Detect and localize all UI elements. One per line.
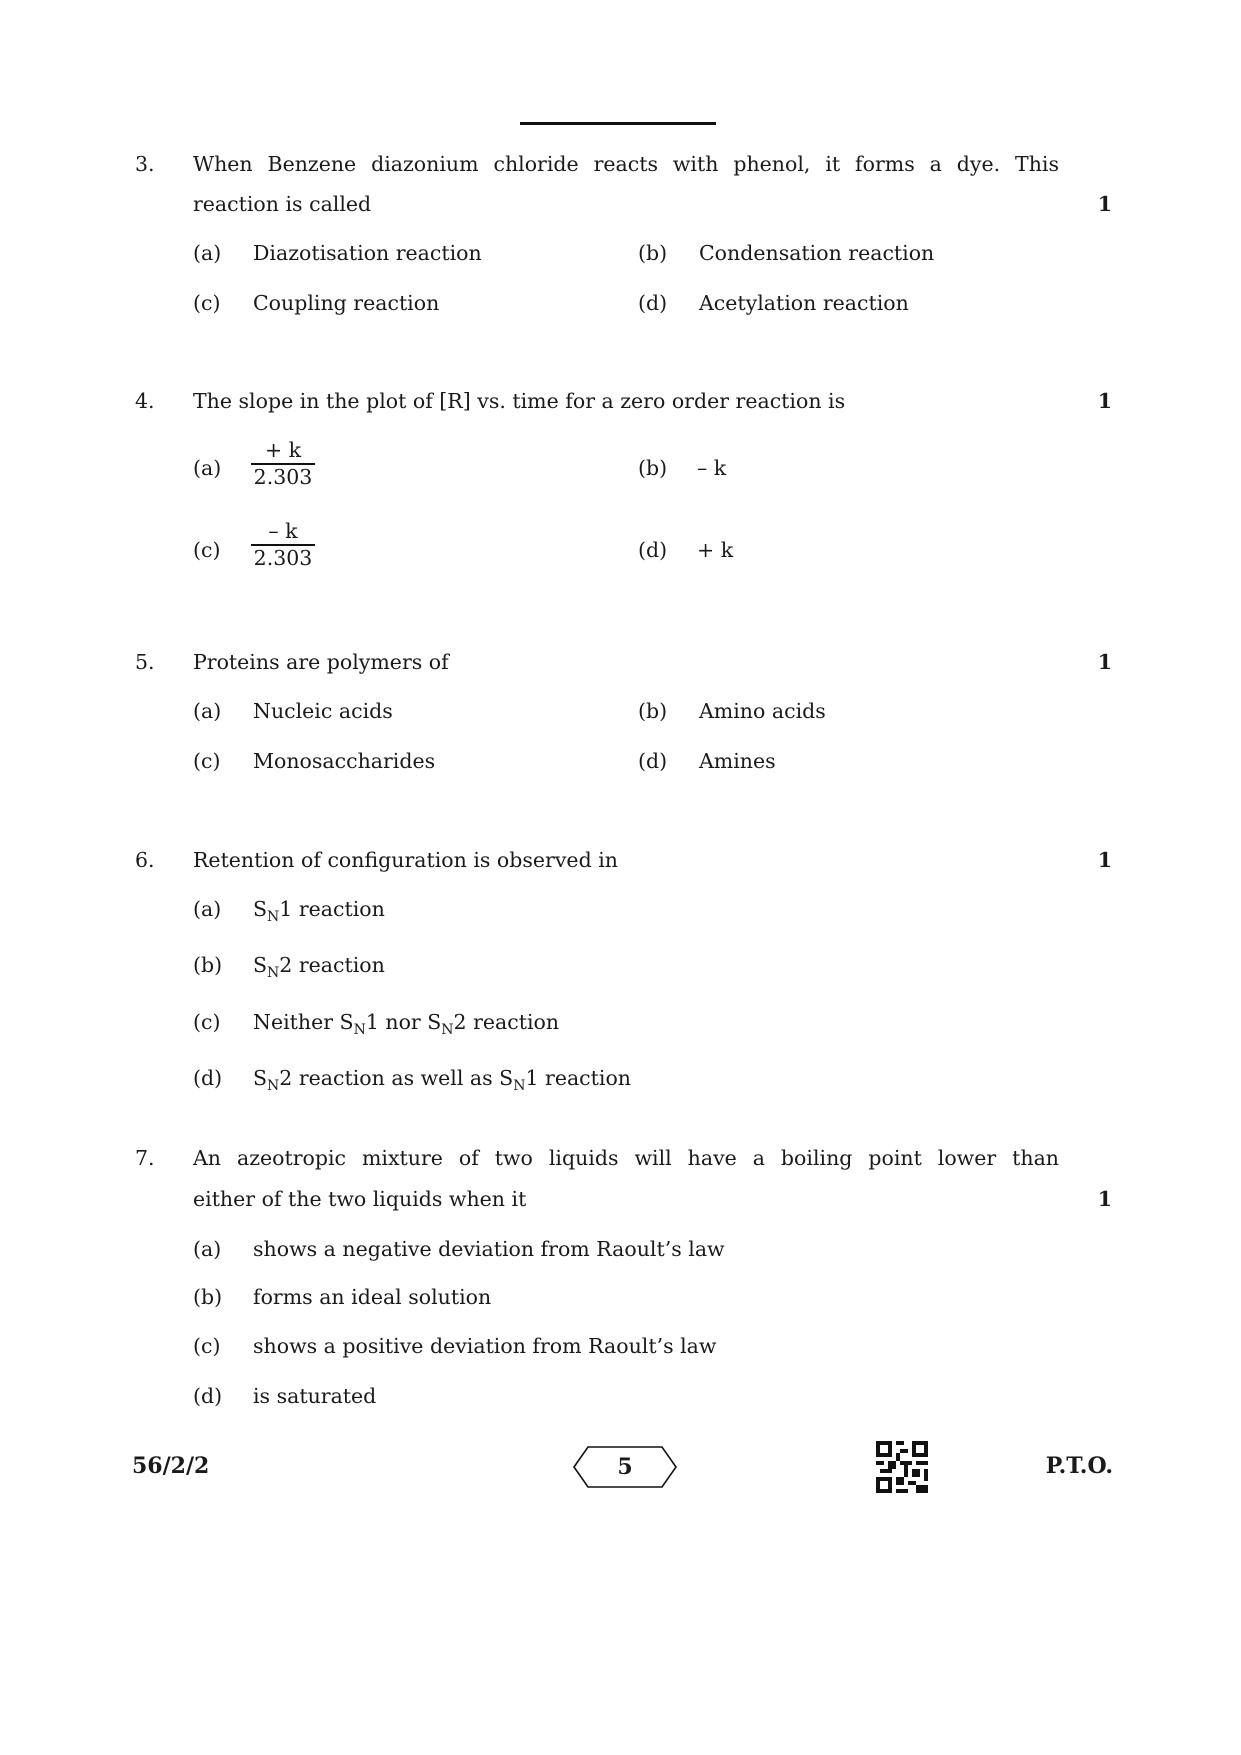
option-text: shows a negative deviation from Raoult’s law xyxy=(253,1237,725,1261)
option-label: (a) xyxy=(193,699,222,723)
page-number: 5 xyxy=(617,1454,633,1480)
qr-code-icon xyxy=(876,1441,928,1493)
option-text: Monosaccharides xyxy=(253,749,436,773)
option-label: (c) xyxy=(193,538,221,562)
option-text: Diazotisation reaction xyxy=(253,241,482,265)
option-text: + k xyxy=(697,538,734,562)
question-text: reaction is called xyxy=(193,192,372,216)
option-text: $S_N2$ reaction xyxy=(253,953,385,981)
question-text: The slope in the plot of [R] vs. time for a zero order reaction is xyxy=(193,389,846,413)
please-turn-over: P.T.O. xyxy=(1045,1453,1113,1479)
option-label: (d) xyxy=(193,1384,223,1408)
fraction xyxy=(251,519,315,570)
option-text: Amino acids xyxy=(699,699,826,723)
option-text: – k xyxy=(697,456,727,480)
question-text: When Benzene diazonium chloride reacts with phenol, it forms a dye. This xyxy=(193,152,1059,176)
option-label: (a) xyxy=(193,456,222,480)
question-text: either of the two liquids when it xyxy=(193,1187,527,1211)
option-label: (c) xyxy=(193,291,221,315)
question-number: 7. xyxy=(135,1146,155,1170)
option-label: (c) xyxy=(193,1334,221,1358)
numerator: – k xyxy=(251,519,315,546)
option-label: (a) xyxy=(193,897,222,921)
option-text: Acetylation reaction xyxy=(699,291,909,315)
option-label: (b) xyxy=(638,241,668,265)
marks: 1 xyxy=(1097,192,1112,216)
paper-code: 56/2/2 xyxy=(132,1453,210,1479)
option-text: $S_N2$ reaction as well as $S_N1$ reaction xyxy=(253,1066,632,1094)
option-text: shows a positive deviation from Raoult’s law xyxy=(253,1334,717,1358)
option-text: forms an ideal solution xyxy=(253,1285,492,1309)
denominator: 2.303 xyxy=(253,546,313,570)
option-label: (d) xyxy=(638,291,668,315)
option-label: (a) xyxy=(193,1237,222,1261)
option-label: (b) xyxy=(638,699,668,723)
option-label: (c) xyxy=(193,1010,221,1034)
option-text: is saturated xyxy=(253,1384,377,1408)
question-number: 3. xyxy=(135,152,155,176)
top-rule xyxy=(520,122,716,125)
option-label: (b) xyxy=(193,1285,223,1309)
denominator: 2.303 xyxy=(253,465,313,489)
option-label: (c) xyxy=(193,749,221,773)
marks: 1 xyxy=(1097,389,1112,413)
question-number: 6. xyxy=(135,848,155,872)
option-text: $S_N1$ reaction xyxy=(253,897,385,925)
option-text: Neither $S_N1$ nor $S_N2$ reaction xyxy=(253,1010,560,1038)
numerator: + k xyxy=(251,438,315,465)
fraction xyxy=(251,438,315,489)
option-text: Condensation reaction xyxy=(699,241,935,265)
question-text: An azeotropic mixture of two liquids will have a boiling point lower than xyxy=(193,1146,1059,1170)
option-text: Amines xyxy=(699,749,776,773)
option-label: (d) xyxy=(193,1066,223,1090)
marks: 1 xyxy=(1097,848,1112,872)
marks: 1 xyxy=(1097,1187,1112,1211)
option-label: (b) xyxy=(638,456,668,480)
question-text: Proteins are polymers of xyxy=(193,650,449,674)
marks: 1 xyxy=(1097,650,1112,674)
option-label: (a) xyxy=(193,241,222,265)
question-number: 5. xyxy=(135,650,155,674)
option-label: (b) xyxy=(193,953,223,977)
option-text: Nucleic acids xyxy=(253,699,393,723)
question-text: Retention of configuration is observed in xyxy=(193,848,618,872)
option-text: Coupling reaction xyxy=(253,291,440,315)
question-number: 4. xyxy=(135,389,155,413)
option-label: (d) xyxy=(638,749,668,773)
option-label: (d) xyxy=(638,538,668,562)
